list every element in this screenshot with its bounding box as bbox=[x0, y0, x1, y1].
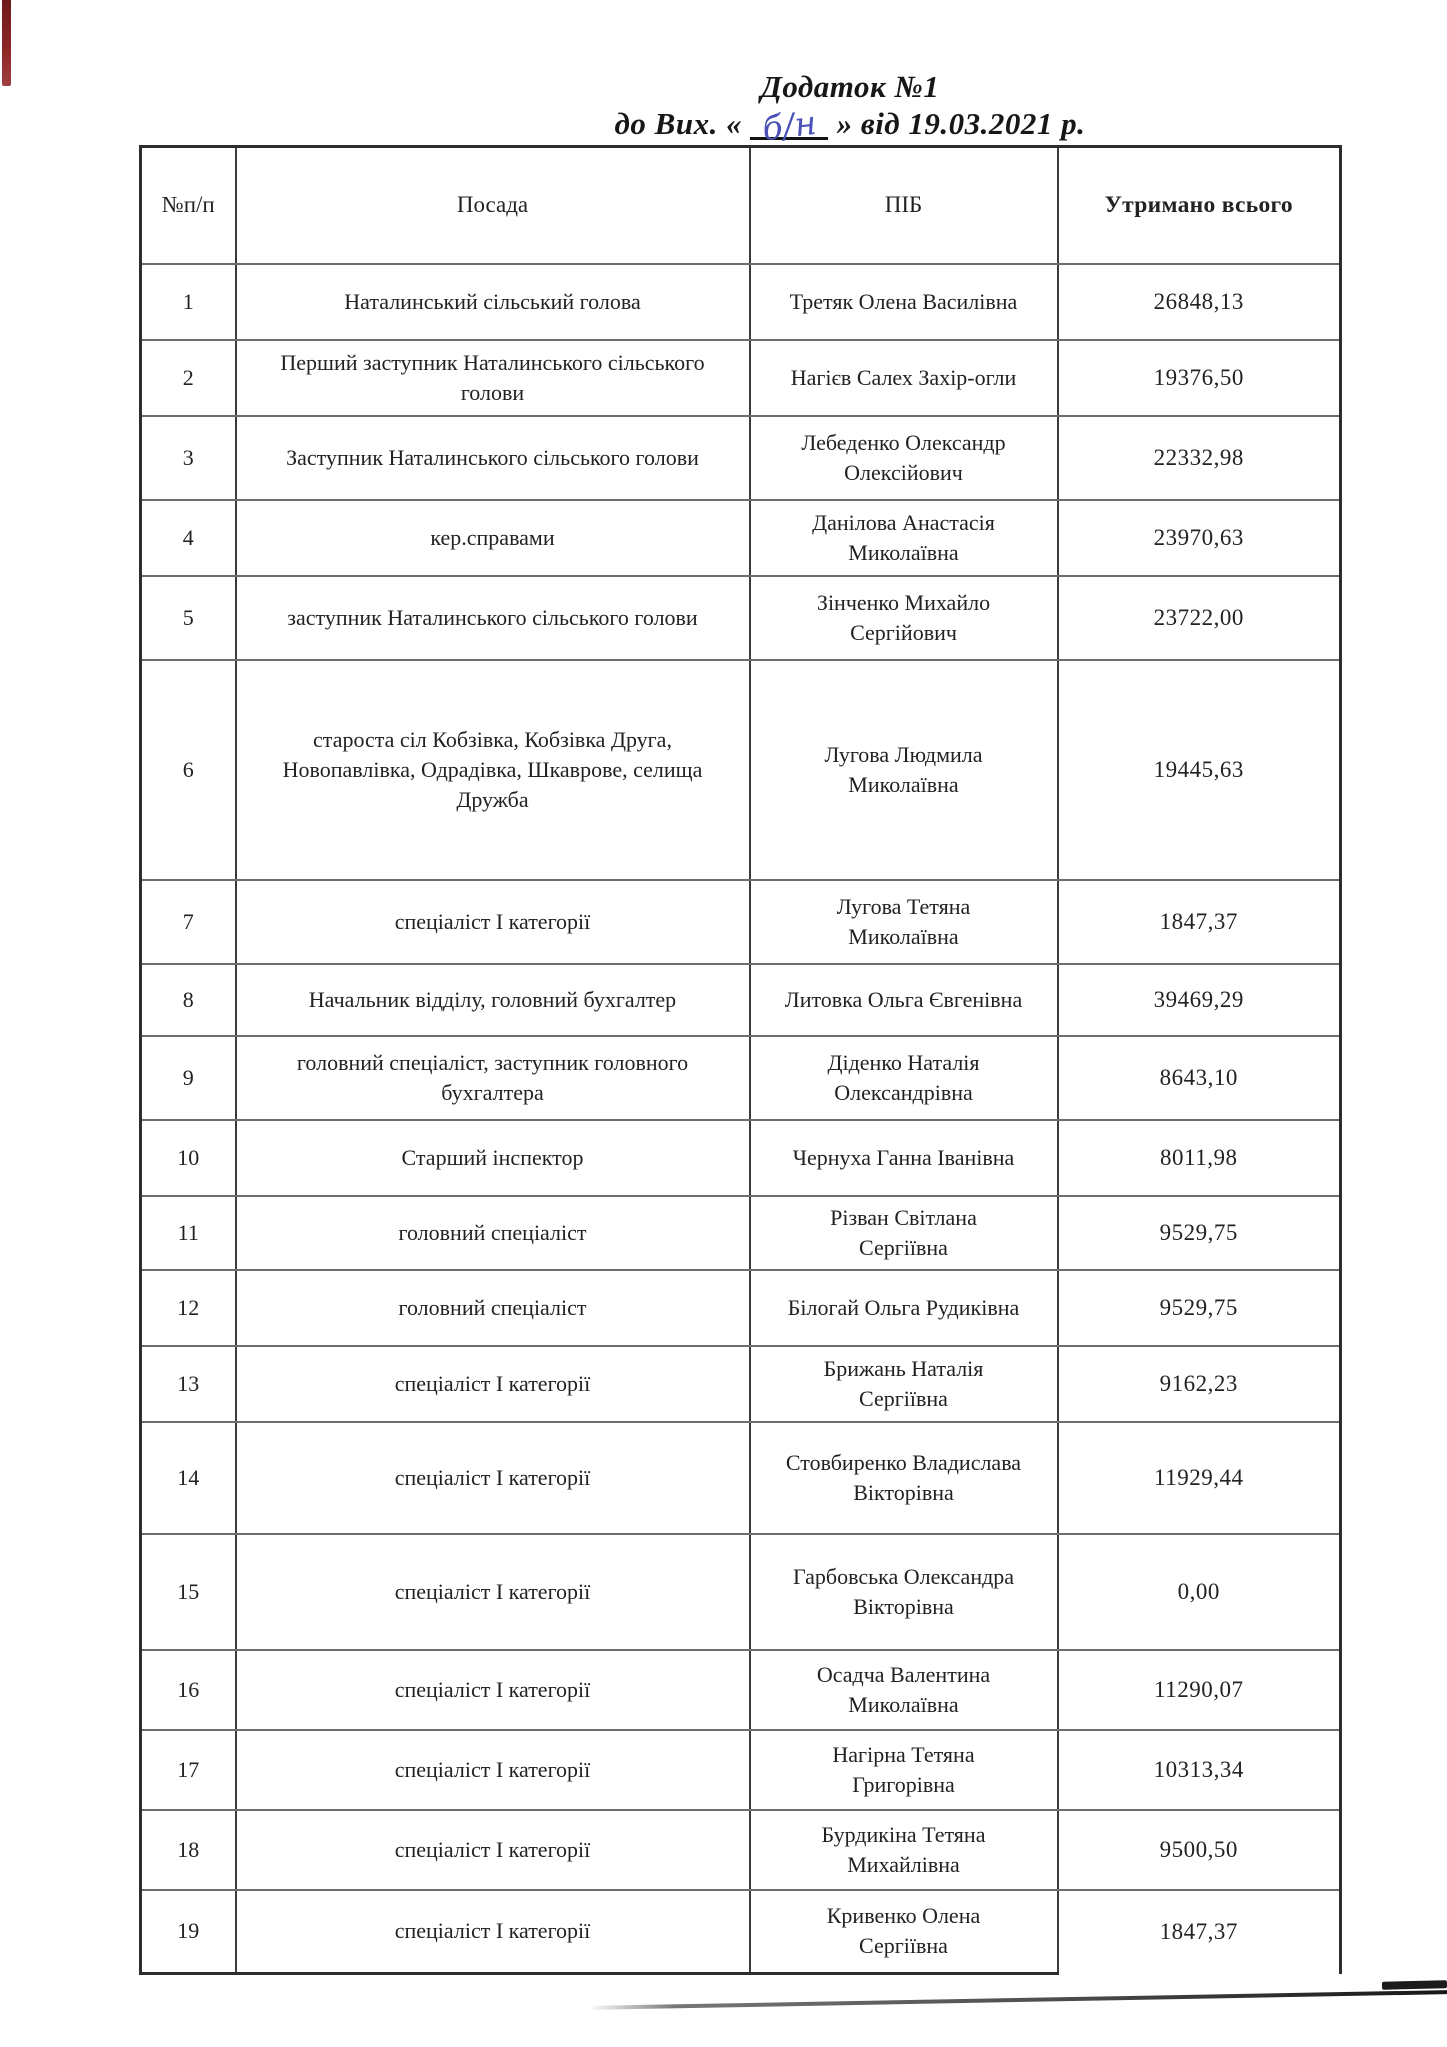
cell-row-number: 15 bbox=[141, 1534, 236, 1650]
cell-position: спеціаліст І категорії bbox=[236, 1422, 750, 1534]
reference-suffix: » від 19.03.2021 р. bbox=[836, 106, 1086, 141]
scan-bottom-artifact-end bbox=[1382, 1980, 1447, 1990]
cell-person-name: Брижань Наталія Сергіївна bbox=[750, 1346, 1058, 1422]
cell-person-name: Чернуха Ганна Іванівна bbox=[750, 1120, 1058, 1196]
cell-position: Наталинський сільський голова bbox=[236, 264, 750, 340]
cell-amount: 8011,98 bbox=[1058, 1120, 1341, 1196]
table-row bbox=[141, 964, 1341, 1036]
table-body bbox=[141, 264, 1341, 1974]
cell-row-number: 8 bbox=[141, 964, 236, 1036]
column-header-num: №п/п bbox=[141, 147, 236, 264]
handwritten-number: б/н bbox=[760, 102, 820, 149]
table-row bbox=[141, 1534, 1341, 1650]
scan-corner-mark bbox=[2, 0, 11, 86]
cell-person-name: Діденко Наталія Олександрівна bbox=[750, 1036, 1058, 1120]
reference-line bbox=[300, 102, 1400, 149]
table-row bbox=[141, 1730, 1341, 1810]
column-header-position: Посада bbox=[236, 147, 750, 264]
cell-row-number: 16 bbox=[141, 1650, 236, 1730]
table-row bbox=[141, 1346, 1341, 1422]
table-row bbox=[141, 1036, 1341, 1120]
cell-amount: 8643,10 bbox=[1058, 1036, 1341, 1120]
cell-person-name: Стовбиренко Владислава Вікторівна bbox=[750, 1422, 1058, 1534]
cell-row-number: 13 bbox=[141, 1346, 236, 1422]
cell-person-name: Литовка Ольга Євгенівна bbox=[750, 964, 1058, 1036]
reference-blank-line bbox=[750, 102, 828, 149]
cell-person-name: Лебеденко Олександр Олексійович bbox=[750, 416, 1058, 500]
cell-amount: 11929,44 bbox=[1058, 1422, 1341, 1534]
table-row bbox=[141, 660, 1341, 880]
cell-row-number: 5 bbox=[141, 576, 236, 660]
cell-amount: 9529,75 bbox=[1058, 1270, 1341, 1346]
cell-person-name: Нагірна Тетяна Григорівна bbox=[750, 1730, 1058, 1810]
cell-person-name: Лугова Тетяна Миколаївна bbox=[750, 880, 1058, 964]
cell-row-number: 14 bbox=[141, 1422, 236, 1534]
table-row bbox=[141, 340, 1341, 416]
table-row bbox=[141, 264, 1341, 340]
cell-row-number: 18 bbox=[141, 1810, 236, 1890]
cell-row-number: 11 bbox=[141, 1196, 236, 1270]
cell-person-name: Бурдикіна Тетяна Михайлівна bbox=[750, 1810, 1058, 1890]
table-row bbox=[141, 1120, 1341, 1196]
cell-person-name: Третяк Олена Василівна bbox=[750, 264, 1058, 340]
cell-amount: 0,00 bbox=[1058, 1534, 1341, 1650]
cell-position: заступник Наталинського сільського голови bbox=[236, 576, 750, 660]
cell-row-number: 2 bbox=[141, 340, 236, 416]
cell-amount: 1847,37 bbox=[1058, 880, 1341, 964]
cell-row-number: 9 bbox=[141, 1036, 236, 1120]
cell-row-number: 3 bbox=[141, 416, 236, 500]
table-row bbox=[141, 1270, 1341, 1346]
table-header-row bbox=[141, 147, 1341, 264]
cell-person-name: Білогай Ольга Рудиківна bbox=[750, 1270, 1058, 1346]
table-row bbox=[141, 576, 1341, 660]
cell-row-number: 7 bbox=[141, 880, 236, 964]
table-row bbox=[141, 416, 1341, 500]
cell-position: спеціаліст І категорії bbox=[236, 1810, 750, 1890]
cell-position: спеціаліст І категорії bbox=[236, 1650, 750, 1730]
document-title-block bbox=[300, 68, 1400, 149]
cell-person-name: Осадча Валентина Миколаївна bbox=[750, 1650, 1058, 1730]
cell-row-number: 12 bbox=[141, 1270, 236, 1346]
table-row bbox=[141, 1890, 1341, 1974]
cell-row-number: 1 bbox=[141, 264, 236, 340]
cell-position: Перший заступник Наталинського сільського голови bbox=[236, 340, 750, 416]
cell-person-name: Гарбовська Олександра Вікторівна bbox=[750, 1534, 1058, 1650]
cell-amount: 19376,50 bbox=[1058, 340, 1341, 416]
table-row bbox=[141, 1196, 1341, 1270]
table-row bbox=[141, 880, 1341, 964]
cell-amount: 26848,13 bbox=[1058, 264, 1341, 340]
cell-person-name: Данілова Анастасія Миколаївна bbox=[750, 500, 1058, 576]
cell-person-name: Зінченко Михайло Сергійович bbox=[750, 576, 1058, 660]
cell-amount: 39469,29 bbox=[1058, 964, 1341, 1036]
cell-position: староста сіл Кобзівка, Кобзівка Друга, Новопавлівка, Одрадівка, Шкаврове, селища Дружба bbox=[236, 660, 750, 880]
cell-position: спеціаліст І категорії bbox=[236, 1534, 750, 1650]
cell-row-number: 4 bbox=[141, 500, 236, 576]
cell-position: головний спеціаліст, заступник головного бухгалтера bbox=[236, 1036, 750, 1120]
cell-amount: 9529,75 bbox=[1058, 1196, 1341, 1270]
scan-bottom-artifact-line bbox=[588, 1990, 1447, 2010]
cell-position: спеціаліст І категорії bbox=[236, 1346, 750, 1422]
reference-prefix: до Вих. « bbox=[614, 106, 743, 141]
table-row bbox=[141, 1650, 1341, 1730]
cell-person-name: Різван Світлана Сергіївна bbox=[750, 1196, 1058, 1270]
cell-amount: 19445,63 bbox=[1058, 660, 1341, 880]
cell-person-name: Нагієв Салех Захір-огли bbox=[750, 340, 1058, 416]
cell-position: кер.справами bbox=[236, 500, 750, 576]
cell-amount: 11290,07 bbox=[1058, 1650, 1341, 1730]
table-row bbox=[141, 1810, 1341, 1890]
appendix-title: Додаток №1 bbox=[760, 69, 940, 104]
table-row bbox=[141, 1422, 1341, 1534]
cell-position: головний спеціаліст bbox=[236, 1270, 750, 1346]
cell-amount: 9500,50 bbox=[1058, 1810, 1341, 1890]
cell-position: Старший інспектор bbox=[236, 1120, 750, 1196]
table-row bbox=[141, 500, 1341, 576]
cell-amount: 10313,34 bbox=[1058, 1730, 1341, 1810]
cell-row-number: 19 bbox=[141, 1890, 236, 1974]
column-header-name: ПІБ bbox=[750, 147, 1058, 264]
cell-row-number: 17 bbox=[141, 1730, 236, 1810]
cell-row-number: 6 bbox=[141, 660, 236, 880]
cell-position: спеціаліст І категорії bbox=[236, 1890, 750, 1974]
cell-amount: 9162,23 bbox=[1058, 1346, 1341, 1422]
cell-position: Начальник відділу, головний бухгалтер bbox=[236, 964, 750, 1036]
cell-person-name: Лугова Людмила Миколаївна bbox=[750, 660, 1058, 880]
cell-position: спеціаліст І категорії bbox=[236, 880, 750, 964]
cell-amount: 23970,63 bbox=[1058, 500, 1341, 576]
cell-person-name: Кривенко Олена Сергіївна bbox=[750, 1890, 1058, 1974]
cell-position: Заступник Наталинського сільського голови bbox=[236, 416, 750, 500]
cell-position: спеціаліст І категорії bbox=[236, 1730, 750, 1810]
cell-amount: 23722,00 bbox=[1058, 576, 1341, 660]
column-header-amount: Утримано всього bbox=[1058, 147, 1341, 264]
cell-position: головний спеціаліст bbox=[236, 1196, 750, 1270]
cell-amount: 1847,37 bbox=[1058, 1890, 1341, 1974]
cell-amount: 22332,98 bbox=[1058, 416, 1341, 500]
salary-withholding-table bbox=[139, 145, 1342, 1975]
cell-row-number: 10 bbox=[141, 1120, 236, 1196]
